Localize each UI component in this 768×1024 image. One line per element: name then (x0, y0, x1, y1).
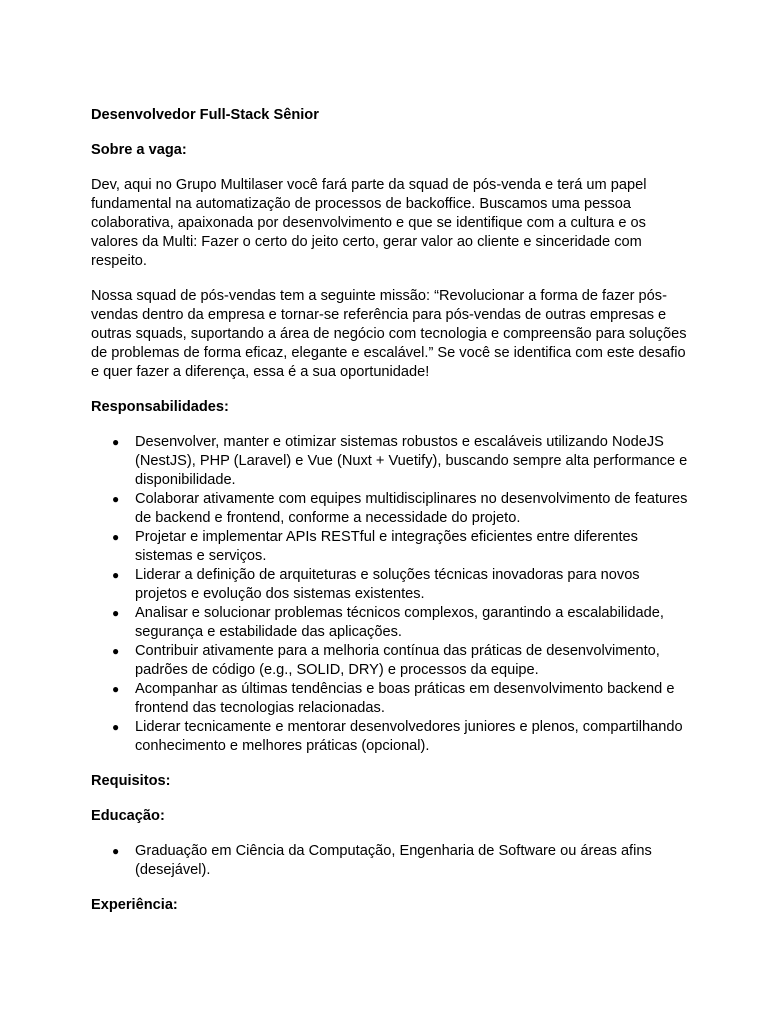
list-item (91, 718, 691, 756)
bullet-icon: ● (112, 644, 120, 658)
list-item (91, 842, 691, 880)
experience-heading: Experiência: (91, 897, 178, 913)
education-list (91, 842, 691, 880)
bullet-icon: ● (112, 682, 120, 696)
list-item (91, 490, 691, 528)
list-item-text: Projetar e implementar APIs RESTful e integrações eficientes entre diferentes sistemas e serviços. (135, 529, 638, 564)
about-paragraph: Dev, aqui no Grupo Multilaser você fará parte da squad de pós-venda e terá um papel fundamental na automatização de processos de backoffice. Buscamos uma pessoa colaborativa, apaixonada por desenvolvimento e que se identifique com a cultura e os valores da Multi: Fazer o certo do jeito certo, gerar valor ao cliente e sinceridade com respeito. (91, 177, 647, 269)
bullet-icon: ● (112, 606, 120, 620)
list-item-text: Colaborar ativamente com equipes multidisciplinares no desenvolvimento de features de backend e frontend, conforme a necessidade do projeto. (135, 491, 688, 526)
list-item-text: Desenvolver, manter e otimizar sistemas robustos e escaláveis utilizando NodeJS (NestJS), PHP (Laravel) e Vue (Nuxt + Vuetify), buscando sempre alta performance e disponibilidade. (135, 434, 688, 488)
bullet-icon: ● (112, 492, 120, 506)
list-item-text: Contribuir ativamente para a melhoria contínua das práticas de desenvolvimento, padrões de código (e.g., SOLID, DRY) e processos da equipe. (135, 643, 660, 678)
about-heading: Sobre a vaga: (91, 142, 187, 158)
list-item (91, 642, 691, 680)
document-content (91, 106, 691, 931)
bullet-icon: ● (112, 435, 120, 449)
list-item-text: Liderar tecnicamente e mentorar desenvolvedores juniores e plenos, compartilhando conhecimento e melhores práticas (opcional). (135, 719, 683, 754)
bullet-icon: ● (112, 844, 120, 858)
requirements-heading: Requisitos: (91, 773, 171, 789)
list-item (91, 680, 691, 718)
list-item (91, 528, 691, 566)
bullet-icon: ● (112, 568, 120, 582)
list-item-text: Acompanhar as últimas tendências e boas práticas em desenvolvimento backend e frontend das tecnologias relacionadas. (135, 681, 675, 716)
bullet-icon: ● (112, 530, 120, 544)
responsibilities-heading: Responsabilidades: (91, 399, 229, 415)
list-item-text: Graduação em Ciência da Computação, Engenharia de Software ou áreas afins (desejável). (135, 843, 652, 878)
education-heading: Educação: (91, 808, 165, 824)
list-item (91, 433, 691, 490)
list-item (91, 566, 691, 604)
job-title: Desenvolvedor Full-Stack Sênior (91, 107, 319, 123)
responsibilities-list (91, 433, 691, 756)
list-item-text: Analisar e solucionar problemas técnicos complexos, garantindo a escalabilidade, segurança e estabilidade das aplicações. (135, 605, 664, 640)
mission-paragraph: Nossa squad de pós-vendas tem a seguinte missão: “Revolucionar a forma de fazer pós-vendas dentro da empresa e tornar-se referência para pós-vendas de outras empresas e outras squads, suportando a área de negócio com tecnologia e compreensão para soluções de problemas de forma eficaz, elegante e escalável.” Se você se identifica com este desafio e quer fazer a diferença, essa é a sua oportunidade! (91, 288, 687, 380)
list-item (91, 604, 691, 642)
list-item-text: Liderar a definição de arquiteturas e soluções técnicas inovadoras para novos projetos e evolução dos sistemas existentes. (135, 567, 640, 602)
bullet-icon: ● (112, 720, 120, 734)
